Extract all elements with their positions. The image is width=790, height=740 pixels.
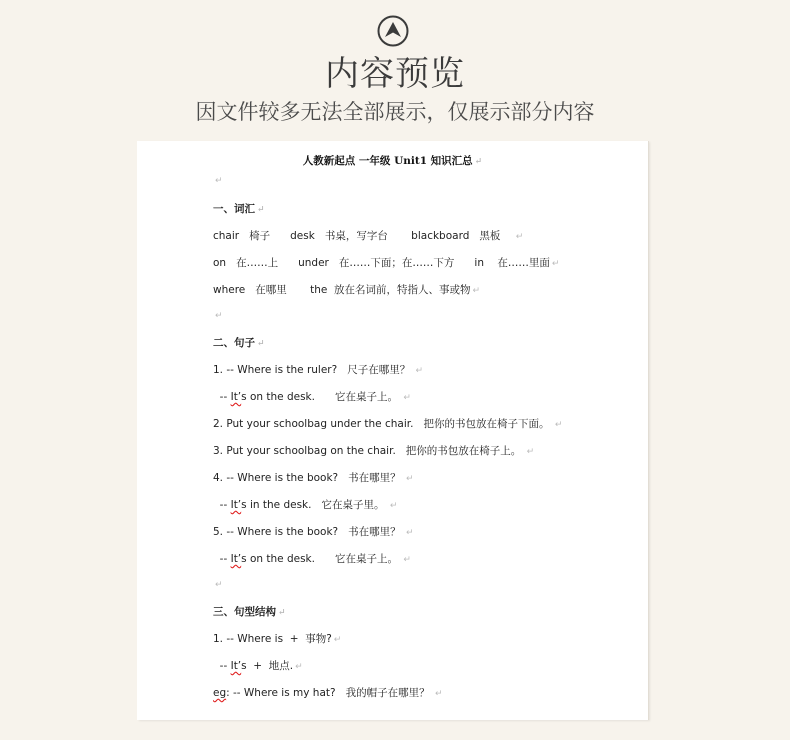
doc-line: 1. -- Where is the ruler? 尺子在哪里？ ↵ xyxy=(213,364,424,376)
up-arrow-circle-icon xyxy=(377,15,409,47)
page-subtitle: 因文件较多无法全部展示，仅展示部分内容 xyxy=(195,100,595,124)
page-title: 内容预览 xyxy=(325,54,465,94)
doc-line: -- It’s on the desk. 它在桌子上。 ↵ xyxy=(213,553,411,565)
document-preview xyxy=(137,141,648,720)
doc-line: 3. Put your schoolbag on the chair. 把你的书包放在椅子上。 ↵ xyxy=(213,445,535,457)
doc-line: -- It’s on the desk. 它在桌子上。 ↵ xyxy=(213,391,411,403)
doc-line: 1. -- Where is + 事物? ↵ xyxy=(213,633,342,645)
doc-line-empty: ↵ xyxy=(215,176,223,186)
doc-line: eg: -- Where is my hat? 我的帽子在哪里？ ↵ xyxy=(213,687,443,699)
doc-line-empty: ↵ xyxy=(215,311,223,321)
doc-line: -- It’s + 地点. ↵ xyxy=(213,660,303,672)
doc-line: on 在……上 under 在……下面；在……下方 in 在……里面 ↵ xyxy=(213,257,560,269)
section-heading-patterns: 三、句型结构 ↵ xyxy=(213,606,286,618)
document-title: 人教新起点 一年级 Unit1 知识汇总 ↵ xyxy=(302,155,483,167)
doc-line-empty: ↵ xyxy=(215,580,223,590)
section-heading-vocabulary: 一、词汇 ↵ xyxy=(213,203,265,215)
doc-line: -- It’s in the desk. 它在桌子里。 ↵ xyxy=(213,499,398,511)
doc-line: where 在哪里 the 放在名词前，特指人、事或物 ↵ xyxy=(213,284,481,296)
doc-line: 4. -- Where is the book? 书在哪里？ ↵ xyxy=(213,472,414,484)
doc-line: 5. -- Where is the book? 书在哪里？ ↵ xyxy=(213,526,414,538)
doc-line: chair 椅子 desk 书桌，写字台 blackboard 黑板 ↵ xyxy=(213,230,524,242)
doc-line: 2. Put your schoolbag under the chair. 把你的书包放在椅子下面。 ↵ xyxy=(213,418,563,430)
section-heading-sentences: 二、句子 ↵ xyxy=(213,337,265,349)
